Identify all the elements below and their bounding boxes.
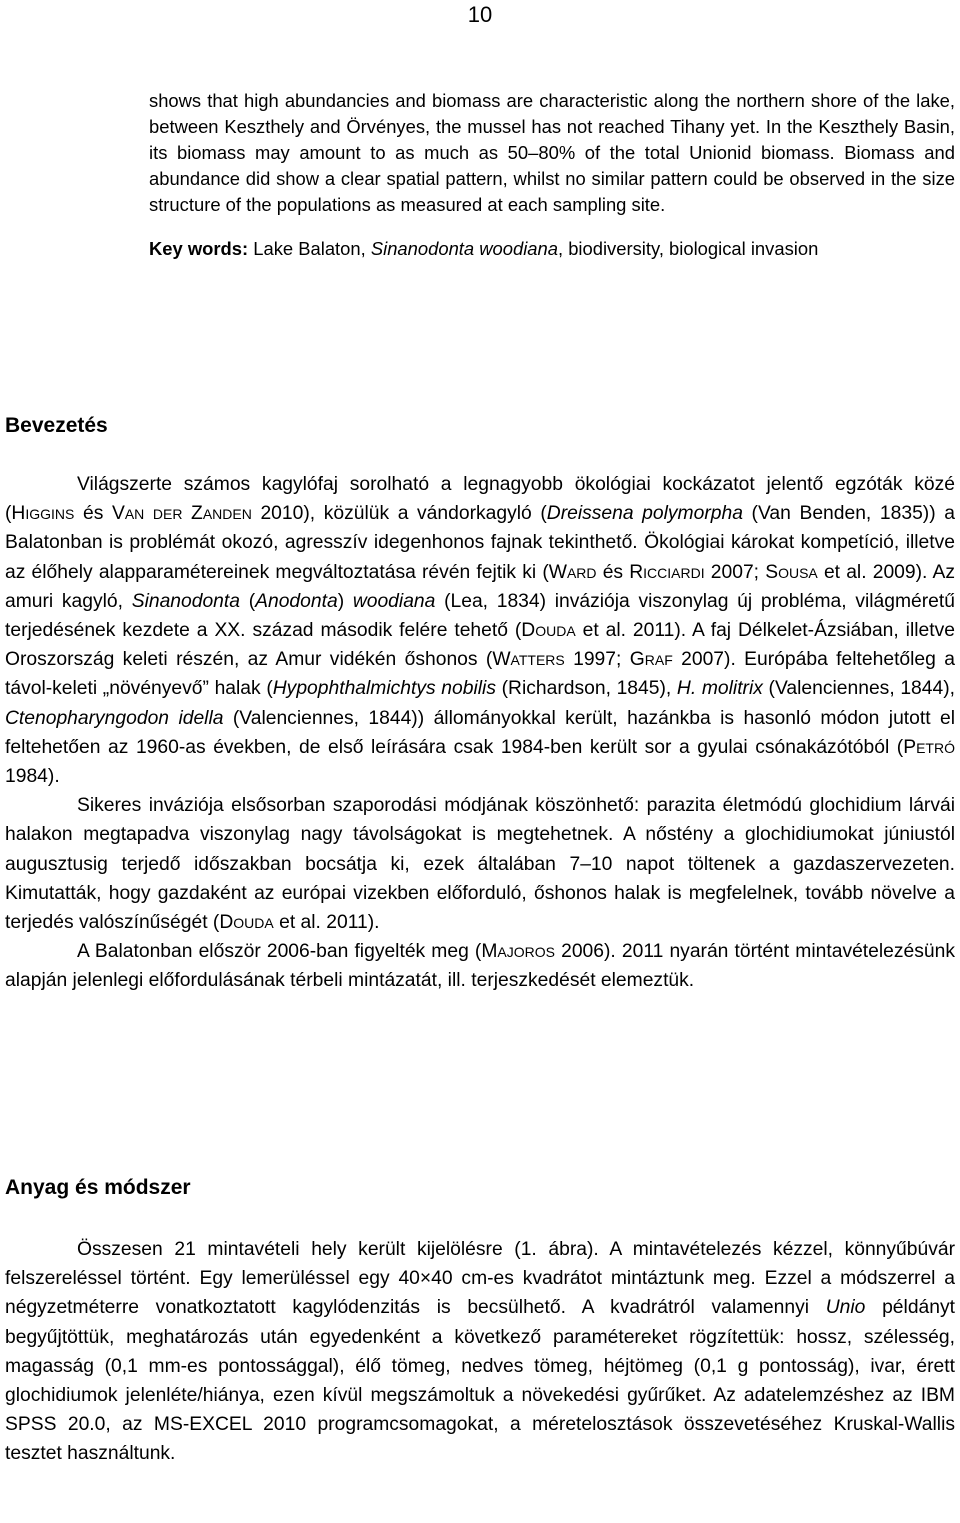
citation-author: Petró [903, 736, 955, 758]
keywords-text: Lake Balaton, [248, 238, 371, 259]
paragraph [5, 791, 955, 937]
keywords-species: Sinanodonta woodiana [370, 238, 558, 259]
keywords-label: Key words: [149, 238, 249, 259]
text-run: 2010), közülük a vándorkagyló ( [251, 503, 547, 525]
citation-author: Douda [219, 912, 274, 934]
paragraph [5, 937, 955, 995]
paragraph [5, 470, 955, 791]
text-run: ) [337, 590, 353, 612]
text-run: 1997; [564, 649, 630, 671]
text-run: 2007; [704, 561, 766, 583]
paragraph [5, 1235, 955, 1469]
abstract-text: shows that high abundancies and biomass are characteristic along the northern shore of the lake, between Keszthely and Örvényes, the mussel has not reached Tihany yet. In the Keszthely Basin, its biomass may amount to as much as 50–80% of the total Unionid biomass. Biomass and abundance did show a clear spatial pattern, whilst no similar pattern could be observed in the size structure of the populations as measured at each sampling site. [149, 90, 955, 215]
species-name: woodiana [352, 590, 436, 612]
citation-author: Watters [492, 649, 565, 671]
citation-author: Van der Zanden [111, 503, 252, 525]
text-run: (Richardson, 1845), [495, 678, 677, 700]
text-run: Világszerte számos kagylófaj sorolható a legnagyobb ökológiai kockázatot jelentő egzóták közé ( [5, 474, 955, 525]
species-name: Sinanodonta [131, 590, 240, 612]
page-number: 10 [467, 2, 493, 27]
citation-author: Higgins [11, 503, 75, 525]
section-heading-anyag-es-modszer: Anyag és módszer [5, 1176, 191, 1199]
citation-author: Ward [548, 561, 597, 583]
species-name: Unio [825, 1297, 866, 1319]
text-run: et al. 2009). Az amuri kagyló, [5, 561, 956, 612]
text-run: és [74, 503, 112, 525]
citation-author: Douda [521, 620, 576, 642]
species-name: Hypophthalmichtys nobilis [272, 678, 496, 700]
text-run: (Lea, 1834) inváziója viszonylag új probléma, világméretű terjedésének kezdete a XX. század második felére tehető ( [5, 590, 955, 642]
citation-author: Graf [629, 649, 673, 671]
text-run: Összesen 21 mintavételi hely került kijelölésre (1. ábra). A mintavételezés kézzel, könnyűbúvár felszereléssel történt. Egy lemerüléssel egy 40×40 cm-es kvadrátot mintáztunk meg. Ezzel a módszerrel a négyzetméterre vonatkoztatott kagylódenzitás is becsülhető. A kvadrátról valamennyi [5, 1239, 955, 1319]
text-run: példányt begyűjtöttük, meghatározás után egyedenként a következő paramétereket rögzítettük: hossz, szélesség, magasság (0,1 mm-es pontossággal), élő tömeg, nedves tömeg, héjtömeg (0,1 g pontosság), ivar, érett glochidiumok jelenléte/hiánya, ezen kívül megszámoltuk a növekedési gyűrűket. Az adatelemzéshez az IBM SPSS 20.0, az MS-EXCEL 2010 programcsomagokat, a méretelosztások összevetéséhez Kruskal-Wallis tesztet használtunk. [5, 1297, 955, 1465]
text-run: ( [240, 590, 256, 612]
citation-author: Ricciardi [629, 561, 705, 583]
text-run: 1984). [5, 766, 60, 788]
abstract [149, 88, 955, 262]
keywords [149, 236, 955, 262]
text-run: 2006). 2011 nyarán történt mintavételezésünk alapján jelenlegi előfordulásának térbeli mintázatát, ill. terjeszkedését elemeztük. [5, 941, 955, 992]
citation-author: Sousa [765, 561, 818, 583]
species-name: H. molitrix [676, 678, 763, 700]
species-name: Dreissena polymorpha [546, 503, 743, 525]
section-heading-bevezetes: Bevezetés [5, 414, 108, 437]
text-run: Sikeres inváziója elsősorban szaporodási módjának köszönhető: parazita életmódú glochidium lárvái halakon megtapadva viszonylag nagy távolságokat is megtehetnek. A nőstény a glochidiumokat júniustól augusztusig terjedő időszakban bocsátja ki, ezek általában 7–10 napot töltenek a gazdaszervezeten. Kimutatták, hogy gazdaként az európai vizekben előforduló, őshonos halak is megfelelnek, tovább növelve a terjedés valószínűségét ( [5, 795, 955, 934]
text-run: (Van Benden, 1835)) a Balatonban is problémát okozó, agresszív idegenhonos fajnak tekinthető. Ökológiai károkat kompetíció, illetve az élőhely alapparamétereinek megváltoztatása révén fejtik ki ( [5, 503, 955, 583]
text-run: et al. 2011). A faj Délkelet-Ázsiában, illetve Oroszország keleti részén, az Amur vidékén őshonos ( [5, 620, 955, 671]
text-run: et al. 2011). [273, 912, 380, 934]
species-name: Anodonta [255, 590, 338, 612]
section-bevezetes [5, 470, 955, 996]
citation-author: Majoros [481, 941, 555, 963]
text-run: (Valenciennes, 1844), [762, 678, 956, 700]
keywords-text-rest: , biodiversity, biological invasion [557, 238, 819, 259]
text-run: A Balatonban először 2006-ban figyelték meg ( [77, 941, 482, 963]
text-run: 2007). Európába feltehetőleg a távol-keleti „növényevő” halak ( [5, 649, 955, 700]
section-anyag-es-modszer [5, 1235, 955, 1469]
text-run: (Valenciennes, 1844)) állományokkal került, hazánkba is hasonló módon jutott el feltehetően az 1960-as években, de első leírására csak 1984-ben került sor a gyulai csónakázótóból ( [5, 707, 956, 758]
species-name: Ctenopharyngodon idella [5, 707, 224, 729]
text-run: és [596, 561, 630, 583]
